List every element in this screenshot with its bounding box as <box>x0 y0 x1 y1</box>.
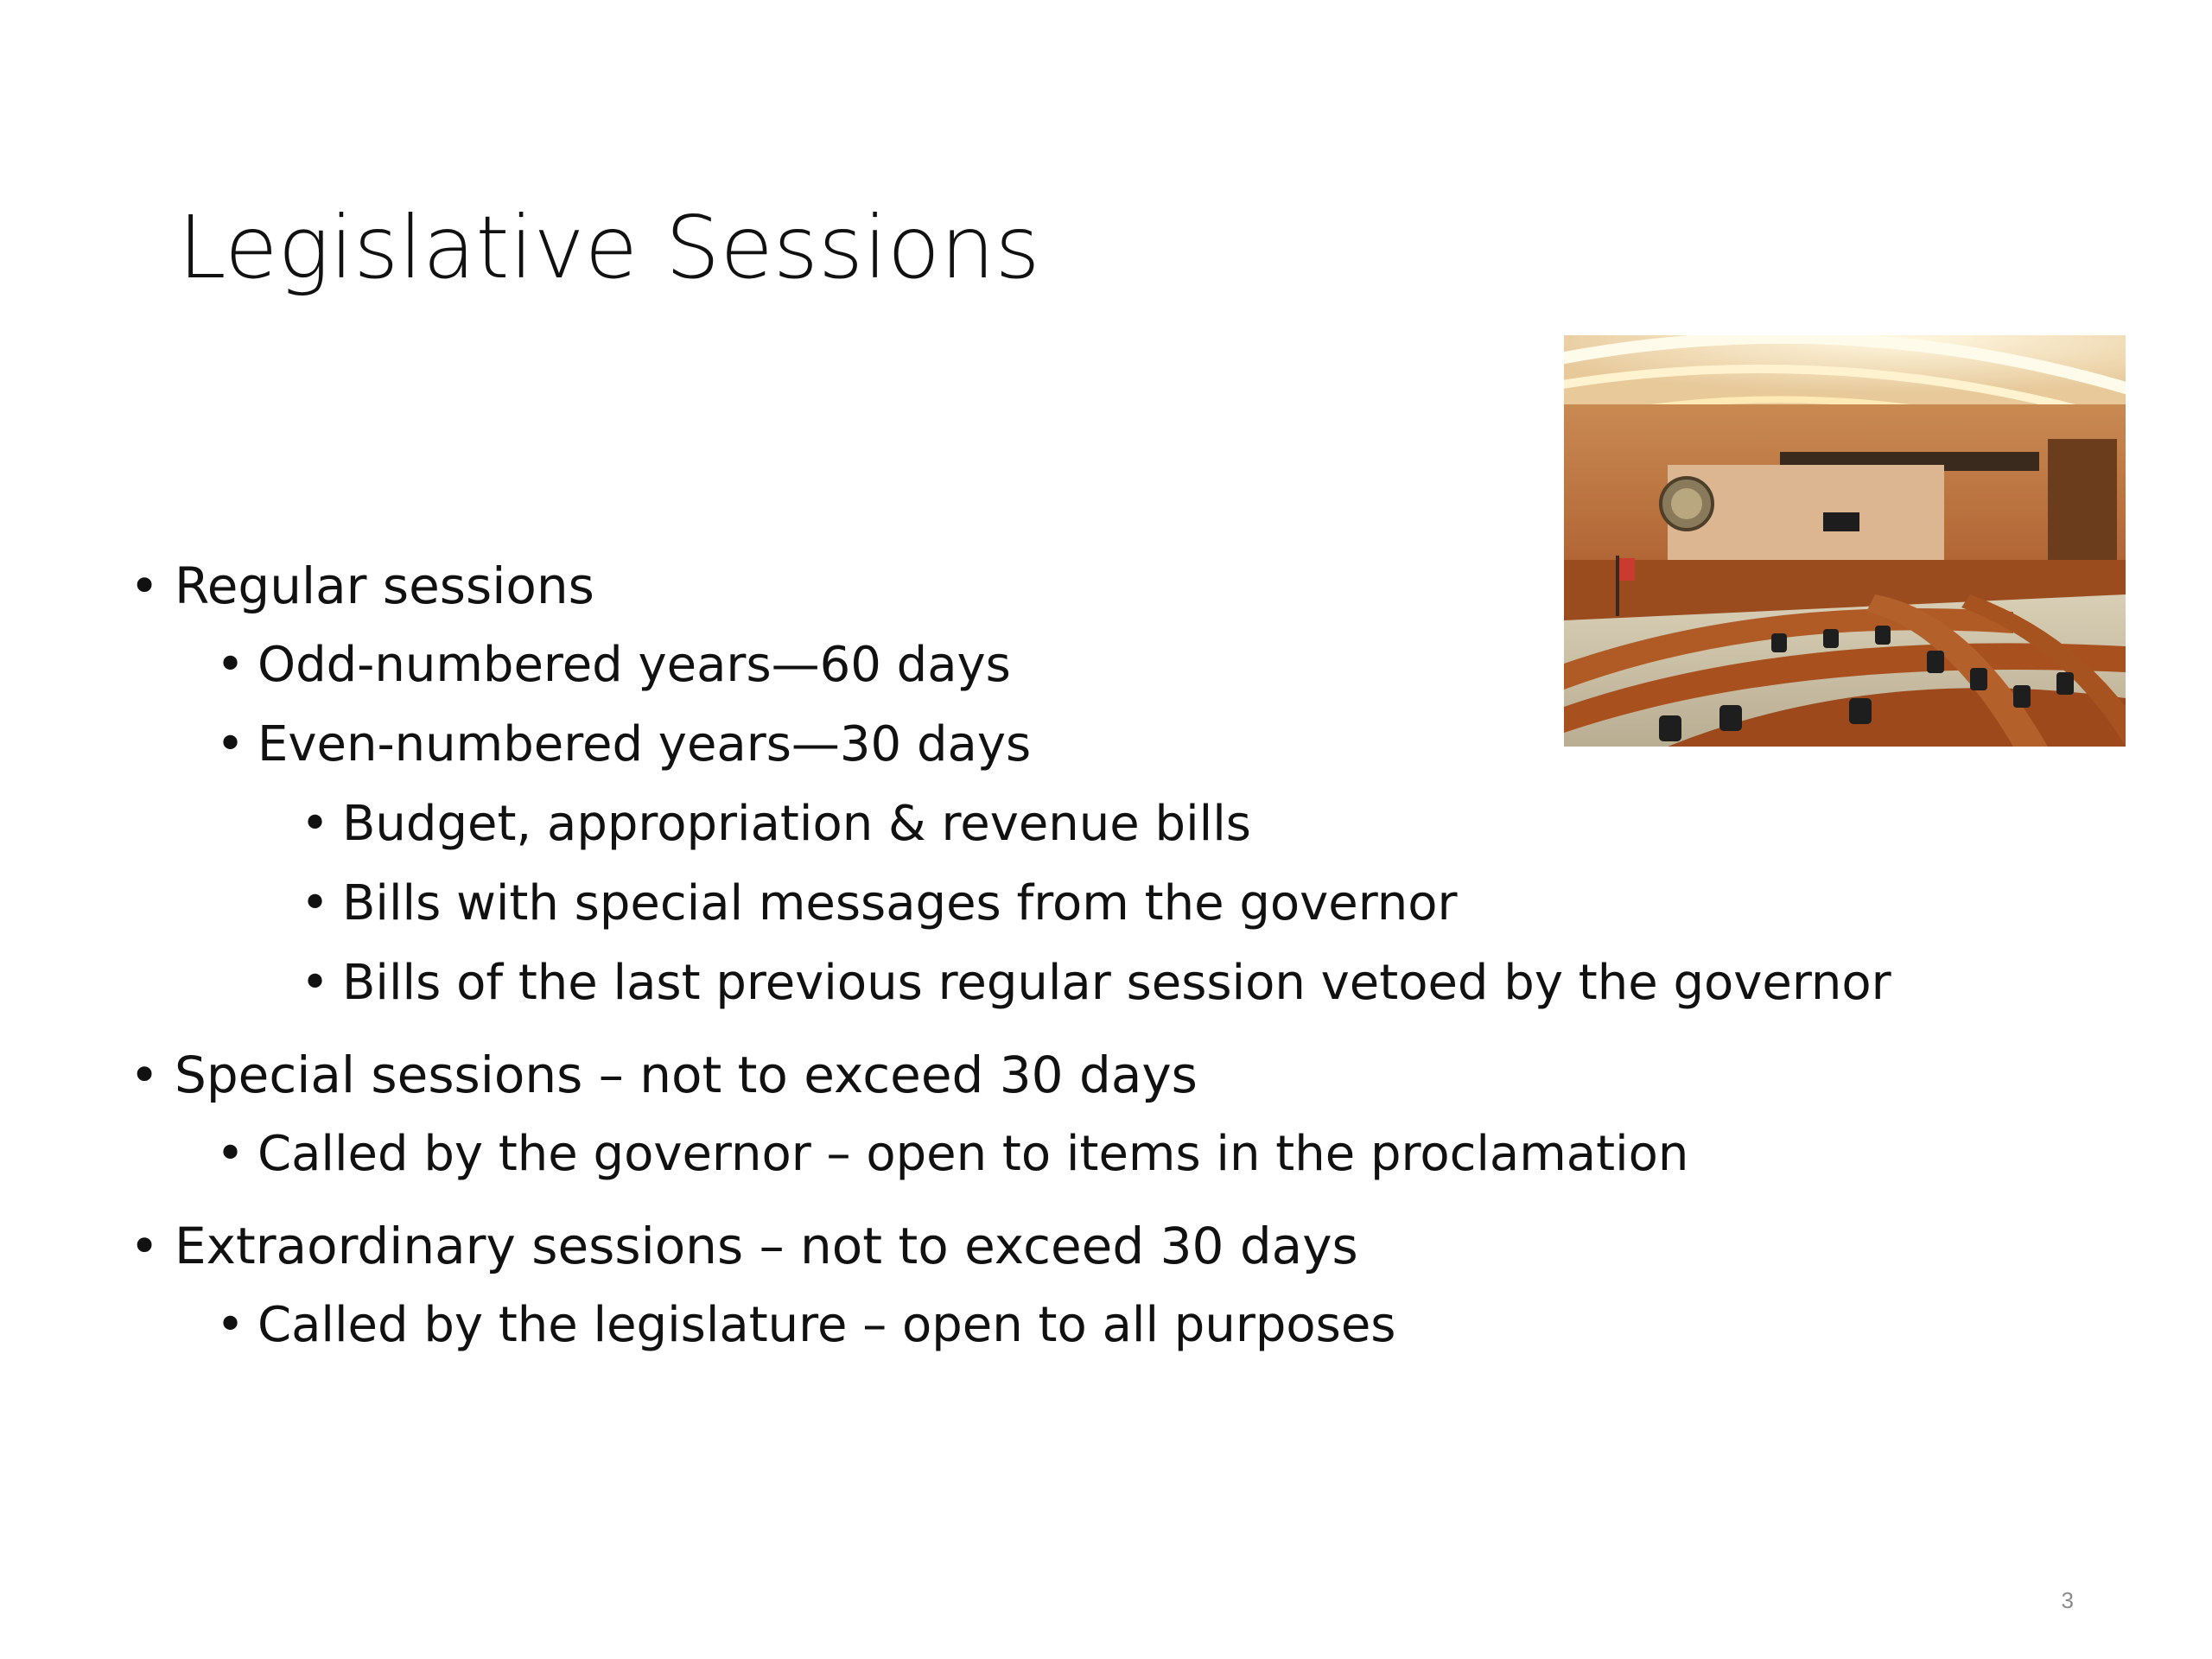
bullet-dot: • <box>130 1046 160 1104</box>
bullet-dot: • <box>130 556 160 615</box>
bullet-text: Called by the legislature – open to all purposes <box>257 1297 1396 1353</box>
slide-title: Legislative Sessions <box>178 197 1040 298</box>
bullet-item <box>130 785 2117 864</box>
bullet-text: Even-numbered years—30 days <box>257 716 1032 772</box>
bullet-item <box>130 1286 2117 1365</box>
bullet-dot: • <box>216 1126 245 1182</box>
bullet-text: Extraordinary sessions – not to exceed 30 days <box>175 1217 1358 1275</box>
bullet-dot: • <box>216 637 245 693</box>
bullet-dot: • <box>301 875 330 931</box>
bullet-item <box>130 1035 2117 1115</box>
bullet-dot: • <box>130 1217 160 1275</box>
bullet-item <box>130 1206 2117 1286</box>
bullet-item <box>130 546 2117 626</box>
bullet-item <box>130 864 2117 944</box>
bullet-dot: • <box>301 796 330 852</box>
bullet-list <box>130 546 2117 1365</box>
page-number: 3 <box>2061 1587 2074 1613</box>
bullet-text: Called by the governor – open to items in the proclamation <box>257 1126 1689 1182</box>
bullet-item <box>130 626 2117 705</box>
bullet-item <box>130 705 2117 785</box>
bullet-dot: • <box>301 955 330 1011</box>
bullet-text: Regular sessions <box>175 556 594 615</box>
bullet-text: Budget, appropriation & revenue bills <box>342 796 1251 852</box>
bullet-text: Odd-numbered years—60 days <box>257 637 1011 693</box>
bullet-dot: • <box>216 1297 245 1353</box>
bullet-text: Bills with special messages from the governor <box>342 875 1458 931</box>
bullet-item <box>130 944 2117 1023</box>
bullet-text: Special sessions – not to exceed 30 days <box>175 1046 1198 1104</box>
bullet-dot: • <box>216 716 245 772</box>
bullet-item <box>130 1115 2117 1194</box>
bullet-text: Bills of the last previous regular session vetoed by the governor <box>342 955 1891 1011</box>
